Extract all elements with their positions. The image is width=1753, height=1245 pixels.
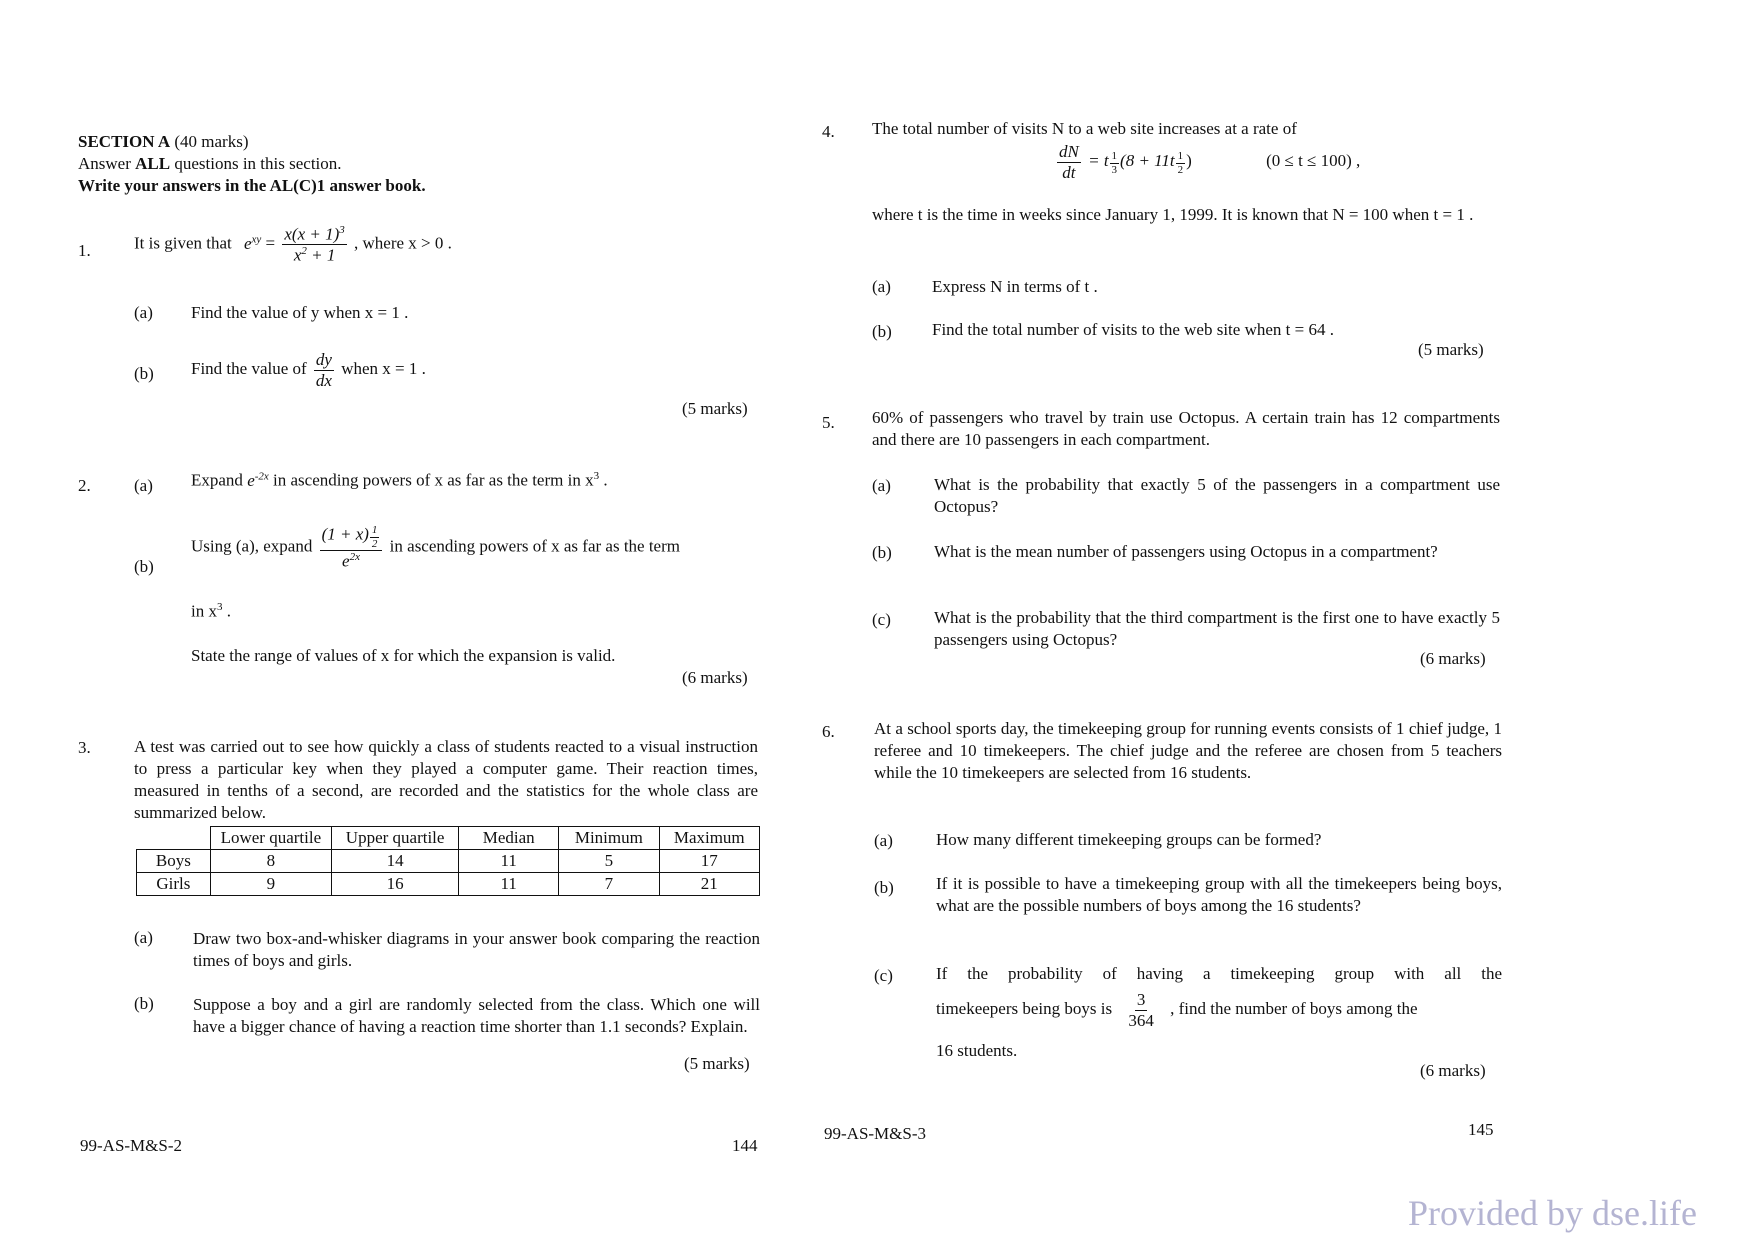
table-cell: 9: [210, 873, 331, 896]
q6-c-frac-den: 364: [1128, 1010, 1154, 1030]
q1-b-text-pre: Find the value of: [191, 358, 307, 378]
q3-a-text: Draw two box-and-whisker diagrams in your answer book comparing the reaction times of boys and girls.: [193, 929, 760, 970]
table-cell: 21: [659, 873, 759, 896]
q4-equation: [1054, 142, 1360, 182]
q2-b-post: in ascending powers of x as far as the term: [389, 536, 680, 556]
table-header: Minimum: [559, 827, 659, 850]
q2-a-label: (a): [134, 476, 153, 495]
q2-b-den: e: [342, 551, 350, 571]
section-heading: [78, 132, 249, 152]
q3-b-label: (b): [134, 994, 154, 1013]
q3-marks: (5 marks): [684, 1054, 750, 1073]
q2-a-base: e: [247, 470, 255, 490]
q1-fraction: [282, 224, 346, 265]
q2-a-pre: Expand: [191, 470, 243, 490]
section-title: SECTION A: [78, 132, 171, 151]
q2-b-exp-den: 2: [371, 537, 378, 550]
q6-c-line2: [936, 990, 1418, 1030]
table-row: [137, 873, 760, 896]
q1-a-text: Find the value of y when x = 1 .: [191, 303, 409, 322]
q5-b-text: What is the mean number of passengers using Octopus in a compartment?: [934, 542, 1438, 561]
table-cell: 17: [659, 850, 759, 873]
q4-number: 4.: [822, 122, 835, 141]
q2-b-num-exponent: [370, 524, 380, 550]
q6-c-fraction: [1126, 990, 1156, 1030]
q3-b-text: Suppose a boy and a girl are randomly selected from the class. Which one will have a bigger chance of having a reaction time shorter than 1.1 seconds? Explain.: [193, 995, 760, 1036]
q3-intro: A test was carried out to see how quickly a class of students reacted to a visual instruction to press a particular key when they played a computer game. Their reaction times, measured in tenths of a second, are recorded and the statistics for the whole class are summarized below.: [134, 737, 758, 822]
q2-b-text: [191, 524, 680, 571]
q2-b-pre: Using (a), expand: [191, 536, 313, 556]
q3-stats-table: [136, 826, 760, 896]
footer-code: 99-AS-M&S-3: [824, 1124, 927, 1143]
q1-lhs: [244, 234, 261, 253]
q4-a-text: Express N in terms of t .: [932, 277, 1098, 296]
q2-marks: (6 marks): [682, 668, 748, 687]
table-header: Maximum: [659, 827, 759, 850]
q3-number: 3.: [78, 738, 91, 757]
table-row-label: Girls: [137, 873, 211, 896]
q1-b-deriv-num: dy: [315, 350, 332, 369]
table-row-label: Boys: [137, 850, 211, 873]
q4-derivative: [1057, 142, 1081, 182]
q4-eq-close: ): [1186, 150, 1192, 170]
page-number: 144: [732, 1136, 758, 1155]
q4-b-label: (b): [872, 322, 892, 341]
q6-c-label: (c): [874, 966, 893, 985]
q2-b-line2-text: in x: [191, 601, 217, 621]
q4-deriv-den: dt: [1062, 162, 1076, 182]
q1-frac-num-exp: 3: [339, 224, 345, 236]
q1-b-text-post: when x = 1 .: [341, 358, 426, 378]
q2-a-text: [191, 470, 608, 491]
table-cell: 11: [459, 873, 559, 896]
q4-exp1-num: 1: [1111, 150, 1118, 163]
q1-stem: It is given that $e^{xy}$ = $\frac{x(x + 1)^3}{x^2 + 1}$ , where x > 0 .: [134, 224, 452, 265]
q2-range-text: State the range of values of x for which the expansion is valid.: [191, 646, 616, 665]
q5-number: 5.: [822, 413, 835, 432]
table-cell: 7: [559, 873, 659, 896]
q1-frac-den: x: [293, 245, 302, 265]
q6-c-post: , find the number of boys among the: [1170, 998, 1418, 1018]
q5-a-text: What is the probability that exactly 5 of the passengers in a compartment use Octopus?: [934, 475, 1500, 516]
q1-b-derivative: [314, 350, 334, 390]
q2-a-term-exp: 3: [593, 470, 600, 482]
q2-b-label: (b): [134, 557, 154, 576]
q2-a-post: in ascending powers of x as far as the term in x: [273, 470, 594, 490]
q1-b-text: [191, 350, 426, 390]
q2-b-exp-num: 1: [371, 524, 378, 536]
q6-intro: At a school sports day, the timekeeping group for running events consists of 1 chief judge, 1 referee and 10 timekeepers. The chief judge and the referee are chosen from 5 teachers while the 10 timekeepers are selected from 16 students.: [874, 719, 1502, 782]
table-cell: 11: [459, 850, 559, 873]
q2-b-line2: [191, 601, 231, 622]
q2-b-fraction: [320, 524, 383, 571]
instruction-line-1: [78, 154, 342, 174]
instruction-text-tail: questions in this section.: [170, 154, 342, 173]
q1-marks: (5 marks): [682, 399, 748, 418]
q4-stem: The total number of visits N to a web site increases at a rate of: [872, 119, 1297, 138]
q6-c-line3: 16 students.: [936, 1041, 1018, 1060]
q4-b-text: Find the total number of visits to the web site when t = 64 .: [932, 320, 1334, 339]
q4-exp1: [1110, 150, 1120, 176]
q2-a-end: .: [603, 470, 608, 490]
table-header: Median: [459, 827, 559, 850]
q1-b-label: (b): [134, 364, 154, 383]
q6-c-frac-num: 3: [1136, 990, 1146, 1009]
q2-b-line2-end: .: [226, 601, 231, 621]
q1-stem-tail: , where x > 0 .: [354, 233, 452, 253]
table-cell: 14: [332, 850, 459, 873]
table-cell: 16: [332, 873, 459, 896]
q1-frac-den-exp: 2: [301, 245, 307, 258]
q1-frac-den-tail: + 1: [306, 245, 336, 265]
instruction-line-2: Write your answers in the AL(C)1 answer book.: [78, 176, 426, 195]
q5-a-label: (a): [872, 476, 891, 495]
instruction-bold: ALL: [135, 154, 171, 173]
q2-b-line2-exp: 3: [216, 601, 223, 613]
q5-marks: (6 marks): [1420, 649, 1486, 668]
q4-deriv-num: dN: [1059, 142, 1079, 161]
page-number: 145: [1468, 1120, 1494, 1139]
table-header: Upper quartile: [332, 827, 459, 850]
q1-stem-text: It is given that: [134, 233, 232, 253]
q6-c-line1: If the probability of having a timekeeping group with all the: [936, 964, 1502, 983]
q4-eq-lhs: = t: [1088, 150, 1109, 170]
q1-a-label: (a): [134, 303, 153, 322]
q5-c-text: What is the probability that the third compartment is the first one to have exactly 5 passengers using Octopus?: [934, 608, 1500, 649]
q6-c-pre: timekeepers being boys is: [936, 998, 1113, 1018]
q6-marks: (6 marks): [1420, 1061, 1486, 1080]
right-page: [822, 0, 1753, 1245]
q2-a-exp: -2x: [254, 470, 269, 482]
section-marks: (40 marks): [174, 132, 249, 151]
q1-number: 1.: [78, 241, 91, 260]
table-header: Lower quartile: [210, 827, 331, 850]
q6-b-label: (b): [874, 878, 894, 897]
q2-b-num: (1 + x): [321, 524, 369, 544]
q4-exp2-num: 1: [1177, 150, 1184, 163]
q4-eq-mid: (8 + 11t: [1120, 150, 1175, 170]
watermark-text: Provided by dse.life: [1408, 1193, 1697, 1233]
q4-exp2: [1176, 150, 1186, 176]
q6-a-text: How many different timekeeping groups can be formed?: [936, 830, 1322, 849]
left-page: [0, 0, 870, 1245]
q5-intro: 60% of passengers who travel by train use Octopus. A certain train has 12 compartments and there are 10 passengers in each compartment.: [872, 408, 1500, 449]
q2-number: 2.: [78, 476, 91, 495]
table-cell: 5: [559, 850, 659, 873]
q1-lhs-base: e: [243, 233, 252, 253]
q3-a-label: (a): [134, 928, 153, 947]
q5-b-label: (b): [872, 543, 892, 562]
q4-exp2-den: 2: [1177, 163, 1184, 176]
q5-c-label: (c): [872, 610, 891, 629]
q4-eq-domain: (0 ≤ t ≤ 100) ,: [1266, 150, 1361, 170]
q6-number: 6.: [822, 722, 835, 741]
q4-where-text: where t is the time in weeks since January 1, 1999. It is known that N = 100 when t = 1 .: [872, 205, 1474, 224]
q1-frac-num: x(x + 1): [284, 224, 340, 244]
q1-lhs-exp: xy: [251, 232, 262, 245]
table-corner: [137, 827, 211, 850]
q4-exp1-den: 3: [1111, 163, 1118, 176]
q4-a-label: (a): [872, 277, 891, 296]
table-cell: 8: [210, 850, 331, 873]
q1-b-deriv-den: dx: [315, 370, 332, 390]
instruction-text: Answer: [78, 154, 136, 173]
table-row: [137, 850, 760, 873]
table-row: [137, 827, 760, 850]
footer-code: 99-AS-M&S-2: [80, 1136, 183, 1155]
q4-marks: (5 marks): [1418, 340, 1484, 359]
q2-b-den-exp: 2x: [349, 551, 360, 564]
q6-a-label: (a): [874, 831, 893, 850]
q6-b-text: If it is possible to have a timekeeping group with all the timekeepers being boys, what are the possible numbers of boys among the 16 students?: [936, 874, 1502, 915]
